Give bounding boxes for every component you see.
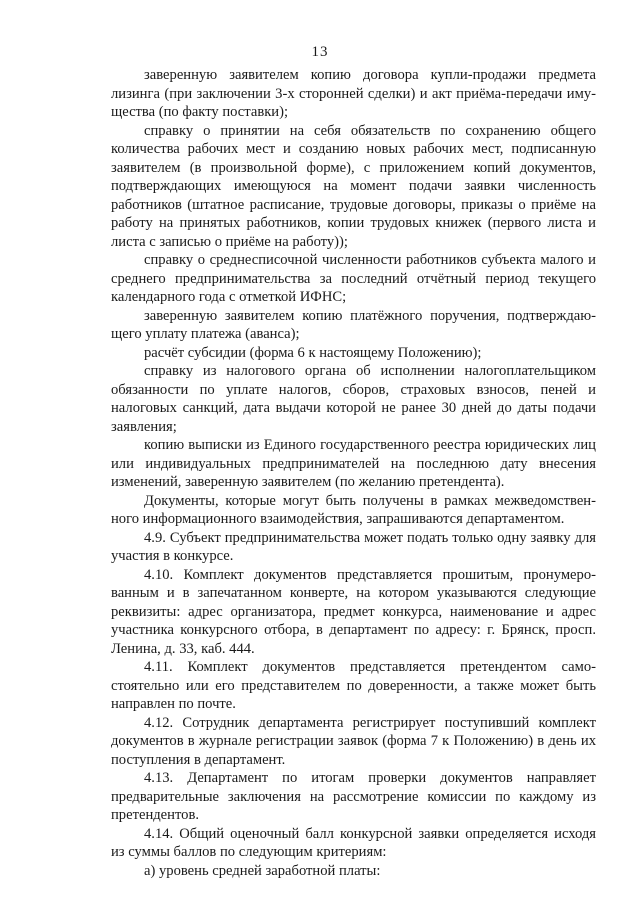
paragraph-payment-order-copy: заверенную заявителем копию платёжного поручения, подтверждающего уплату платежа (аванса); [111, 307, 596, 342]
paragraph-jobs-obligation: справку о принятии на себя обязательств по сохранению общего количества рабочих мест и созданию новых рабочих мест, подписанную заявителем (в произвольной форме), с приложением копий документов, подтверждающих имеющуюся на момент подачи заявки численность работников (штатное расписание, трудовые договоры, приказы о приёме на работу на принятых работников, копии трудовых книжек (первого листа и листа с записью о приёме на работу)); [111, 122, 596, 250]
paragraph-4-12: 4.12. Сотрудник департамента регистрирует поступивший комплект документов в журнале регистрации заявок (форма 7 к Положению) в день их поступления в департамент. [111, 714, 596, 768]
paragraph-4-11: 4.11. Комплект документов представляется претендентом самостоятельно или его представителем по доверенности, а также может быть направлен по почте. [111, 659, 596, 712]
paragraph-headcount-certificate: справку о среднесписочной численности работников субъекта малого и среднего предпринимательства за последний отчётный период текущего календарного года с отметкой ИФНС; [111, 252, 596, 305]
paragraph-4-14: 4.14. Общий оценочный балл конкурсной заявки определяется исходя из суммы баллов по следующим критериям: [111, 825, 596, 860]
paragraph-criterion-a: а) уровень средней заработной платы: [144, 862, 381, 879]
paragraph-tax-certificate: справку из налогового органа об исполнении налогоплательщиком обязанности по уплате налогов, сборов, страховых взносов, пеней и налоговых санкций, дата выдачи которой не ранее 30 дней до даты подачи заявления; [111, 363, 596, 435]
paragraph-lease-contract-copy: заверенную заявителем копию договора купли-продажи предмета лизинга (при заключении 3-х сторонней сделки) и акт приёма-передачи имущества (по факту поставки); [111, 67, 596, 120]
paragraph-subsidy-calculation: расчёт субсидии (форма 6 к настоящему Положению); [144, 344, 482, 361]
paragraph-4-13: 4.13. Департамент по итогам проверки документов направляет предварительные заключения на рассмотрение комиссии по каждому из претендентов. [111, 770, 596, 823]
page-number: 13 [311, 44, 329, 60]
paragraph-4-10: 4.10. Комплект документов представляется прошитым, пронумерованным и в запечатанном конверте, на котором указываются следующие реквизиты: адрес организатора, предмет конкурса, наименование и адрес участника конкурсного отбора, в департамент по адресу: г. Брянск, просп. Ленина, д. 33, каб. 444. [111, 566, 596, 657]
paragraph-interagency-documents: Документы, которые могут быть получены в рамках межведомственного информационного взаимодействия, запрашиваются департаментом. [111, 492, 596, 527]
document-body [111, 66, 596, 880]
paragraph-4-9: 4.9. Субъект предпринимательства может подать только одну заявку для участия в конкурсе. [111, 529, 596, 564]
paragraph-registry-extract: копию выписки из Единого государственного реестра юридических лиц или индивидуальных предпринимателей на последнюю дату внесения изменений, заверенную заявителем (по желанию претендента). [111, 437, 596, 490]
